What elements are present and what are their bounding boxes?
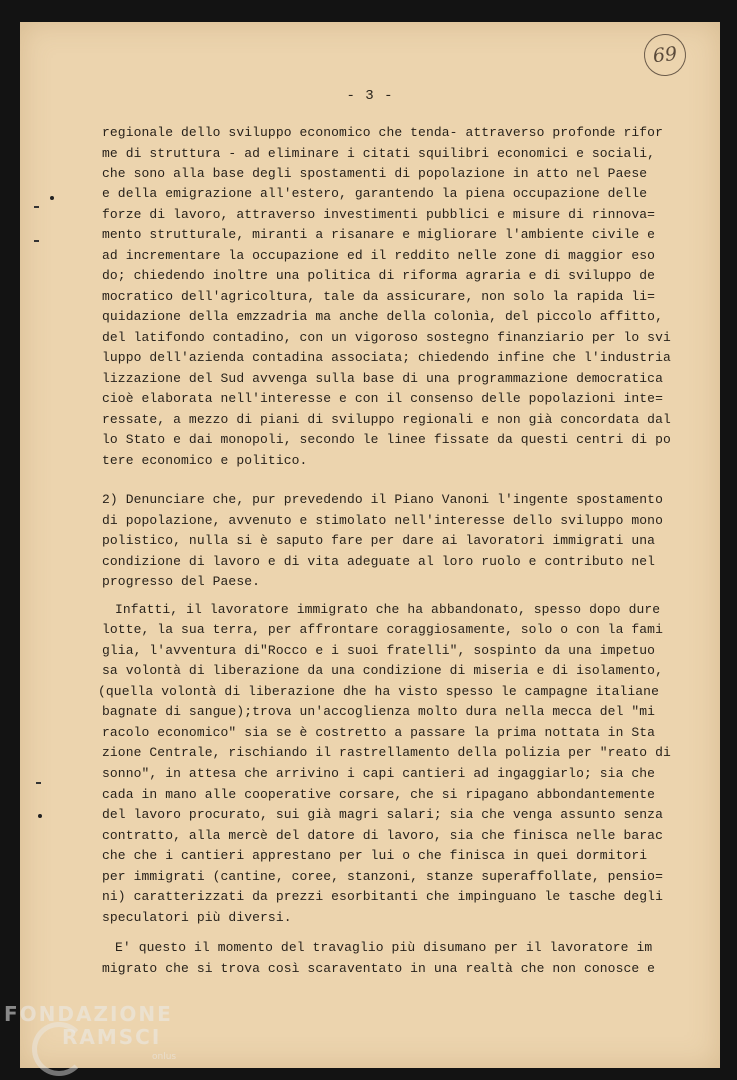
text-line: ad incrementare la occupazione ed il reddito nelle zone di maggior eso [102, 248, 656, 263]
text-line: me di struttura - ad eliminare i citati squilibri economici e sociali, [102, 146, 656, 161]
page-number: - 3 - [346, 88, 394, 104]
text-line: di popolazione, avvenuto e stimolato nell'interesse dello sviluppo mono [102, 513, 663, 528]
text-line: progresso del Paese. [102, 574, 261, 589]
text-line: cada in mano alle cooperative corsare, che si ripagano abbondantemente [102, 787, 656, 802]
archive-number-stamp: 69 [642, 32, 688, 78]
text-line: sonno", in attesa che arrivino i capi cantieri ad ingaggiarlo; sia che [102, 766, 656, 781]
text-line: polistico, nulla si è saputo fare per dare ai lavoratori immigrati una [102, 533, 656, 548]
text-line: che sono alla base degli spostamenti di popolazione in atto nel Paese [102, 166, 648, 181]
text-line: tere economico e politico. [102, 453, 308, 468]
text-line: racolo economico" sia se è costretto a passare la prima nottata in Sta [102, 725, 656, 740]
punch-mark [34, 206, 39, 208]
text-line: lizzazione del Sud avvenga sulla base di una programmazione democratica [102, 371, 663, 386]
document-page [20, 22, 720, 1068]
text-line: glia, l'avventura di"Rocco e i suoi fratelli", sospinto da una impetuo [102, 643, 656, 658]
punch-mark [38, 814, 42, 818]
punch-mark [50, 196, 54, 200]
text-line: contratto, alla mercè del datore di lavoro, sia che finisca nelle barac [102, 828, 663, 843]
text-line: zione Centrale, rischiando il rastrellamento della polizia per "reato di [102, 745, 671, 760]
text-line: luppo dell'azienda contadina associata; chiedendo infine che l'industria [102, 350, 671, 365]
text-line: cioè elaborata nell'interesse e con il consenso delle popolazioni inte= [102, 391, 663, 406]
text-line: del lavoro procurato, sui già magri salari; sia che venga assunto senza [102, 807, 663, 822]
text-line: do; chiedendo inoltre una politica di riforma agraria e di sviluppo de [102, 268, 656, 283]
text-line: che che i cantieri apprestano per lui o che finisca in quei dormitori [102, 848, 648, 863]
text-line: quidazione della emzzadria ma anche della colonìa, del piccolo affitto, [102, 309, 663, 324]
text-line: forze di lavoro, attraverso investimenti pubblici e misure di rinnova= [102, 207, 656, 222]
text-line: migrato che si trova così scaraventato in una realtà che non conosce e [102, 961, 656, 976]
text-line: lo Stato e dai monopoli, secondo le linee fissate da questi centri di po [102, 432, 671, 447]
text-line: lotte, la sua terra, per affrontare coraggiosamente, solo o con la fami [102, 622, 663, 637]
text-line: sa volontà di liberazione da una condizione di miseria e di isolamento, [102, 663, 663, 678]
fondazione-gramsci-watermark [4, 1000, 194, 1078]
text-line: ressate, a mezzo di piani di sviluppo regionali e non già concordata dal [102, 412, 671, 427]
text-line: mento strutturale, miranti a risanare e migliorare l'ambiente civile e [102, 227, 656, 242]
text-line: condizione di lavoro e di vita adeguate al loro ruolo e contributo nel [102, 554, 656, 569]
watermark-line-3: onlus [152, 1052, 177, 1062]
text-line: per immigrati (cantine, coree, stanzoni, stanze superaffollate, pensio= [102, 869, 663, 884]
text-line: (quella volontà di liberazione dhe ha visto spesso le campagne italiane [98, 684, 659, 699]
text-line: E' questo il momento del travaglio più disumano per il lavoratore im [115, 940, 653, 955]
text-line: bagnate di sangue);trova un'accoglienza molto dura nella mecca del "mi [102, 704, 656, 719]
text-line: e della emigrazione all'estero, garantendo la piena occupazione delle [102, 186, 648, 201]
text-line: mocratico dell'agricoltura, tale da assicurare, non solo la rapida li= [102, 289, 656, 304]
text-line: speculatori più diversi. [102, 910, 292, 925]
punch-mark [36, 782, 41, 784]
watermark-line-1: FONDAZIONE [4, 1002, 173, 1026]
text-line: Infatti, il lavoratore immigrato che ha abbandonato, spesso dopo dure [115, 602, 661, 617]
text-line: 2) Denunciare che, pur prevedendo il Piano Vanoni l'ingente spostamento [102, 492, 663, 507]
text-line: del latifondo contadino, con un vigoroso sostegno finanziario per lo svi [102, 330, 671, 345]
text-line: ni) caratterizzati da prezzi esorbitanti che impinguano le tasche degli [102, 889, 663, 904]
punch-mark [34, 240, 39, 242]
text-line: regionale dello sviluppo economico che tenda- attraverso profonde rifor [102, 125, 663, 140]
watermark-line-2: RAMSCI [62, 1025, 162, 1049]
